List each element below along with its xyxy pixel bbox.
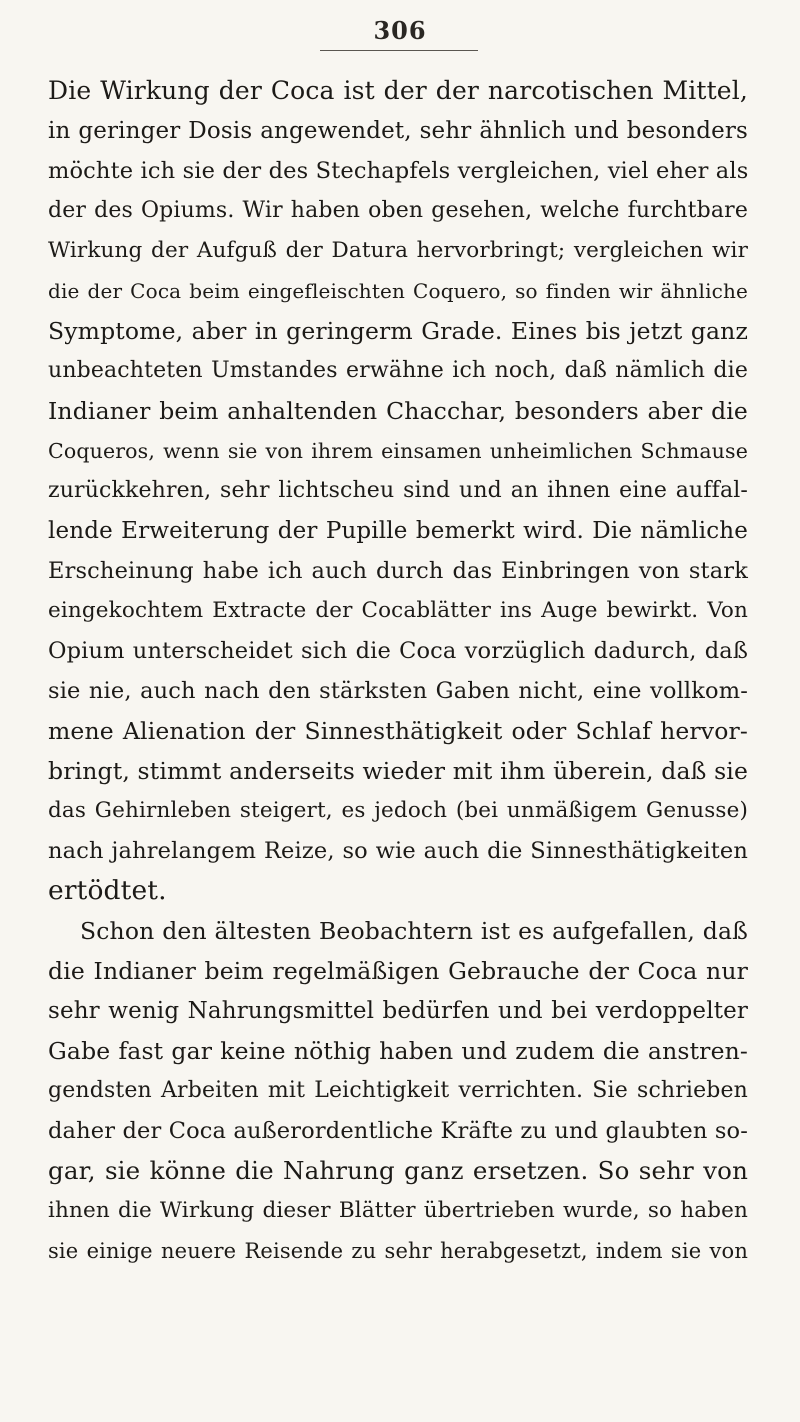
text-line: daher der Coca außerordentliche Kräfte zu und glaubten so- <box>48 1118 748 1144</box>
text-line: in geringer Dosis angewendet, sehr ähnlich und besonders <box>48 118 748 144</box>
text-line: Indianer beim anhaltenden Chacchar, besonders aber die <box>48 397 748 425</box>
text-line: gendsten Arbeiten mit Leichtigkeit verrichten. Sie schrieben <box>48 1078 748 1103</box>
text-line: Gabe fast gar keine nöthig haben und zudem die anstren- <box>48 1037 748 1065</box>
header-rule <box>320 50 478 51</box>
text-line: unbeachteten Umstandes erwähne ich noch, daß nämlich die <box>48 358 748 383</box>
text-line: mene Alienation der Sinnesthätigkeit oder Schlaf hervor- <box>48 717 748 745</box>
text-line: Schon den ältesten Beobachtern ist es aufgefallen, daß <box>80 917 748 945</box>
text-line: eingekochtem Extracte der Cocablätter ins Auge bewirkt. Von <box>48 598 748 623</box>
text-line: das Gehirnleben steigert, es jedoch (bei unmäßigem Genusse) <box>48 798 748 823</box>
text-line: Coqueros, wenn sie von ihrem einsamen unheimlichen Schmause <box>48 439 748 463</box>
text-line: sie einige neuere Reisende zu sehr herabgesetzt, indem sie von <box>48 1239 748 1263</box>
text-line: Wirkung der Aufguß der Datura hervorbringt; vergleichen wir <box>48 238 748 263</box>
text-line: der des Opiums. Wir haben oben gesehen, welche furchtbare <box>48 198 748 223</box>
text-line: sie nie, auch nach den stärksten Gaben nicht, eine vollkom- <box>48 678 748 704</box>
text-line: nach jahrelangem Reize, so wie auch die Sinnesthätigkeiten <box>48 838 748 864</box>
text-line: die der Coca beim eingefleischten Coquero, so finden wir ähnliche <box>48 279 748 303</box>
text-line: Erscheinung habe ich auch durch das Einbringen von stark <box>48 558 748 584</box>
text-line: gar, sie könne die Nahrung ganz ersetzen. So sehr von <box>48 1156 748 1185</box>
text-line: möchte ich sie der des Stechapfels vergleichen, viel eher als <box>48 158 749 184</box>
text-line: Die Wirkung der Coca ist der der narcotischen Mittel, <box>48 76 748 105</box>
text-line: Symptome, aber in geringerm Grade. Eines bis jetzt ganz <box>48 317 748 345</box>
text-line: Opium unterscheidet sich die Coca vorzüglich dadurch, daß <box>48 638 748 664</box>
text-line: die Indianer beim regelmäßigen Gebrauche der Coca nur <box>48 957 748 985</box>
text-line: zurückkehren, sehr lichtscheu sind und an ihnen eine auffal- <box>48 478 748 503</box>
text-line: sehr wenig Nahrungsmittel bedürfen und bei verdoppelter <box>48 998 748 1024</box>
text-line: bringt, stimmt anderseits wieder mit ihm überein, daß sie <box>48 757 749 785</box>
text-line: ertödtet. <box>48 875 167 906</box>
text-line: lende Erweiterung der Pupille bemerkt wird. Die nämliche <box>48 518 748 544</box>
page-number: 306 <box>373 16 427 45</box>
text-line: ihnen die Wirkung dieser Blätter übertrieben wurde, so haben <box>48 1198 748 1223</box>
